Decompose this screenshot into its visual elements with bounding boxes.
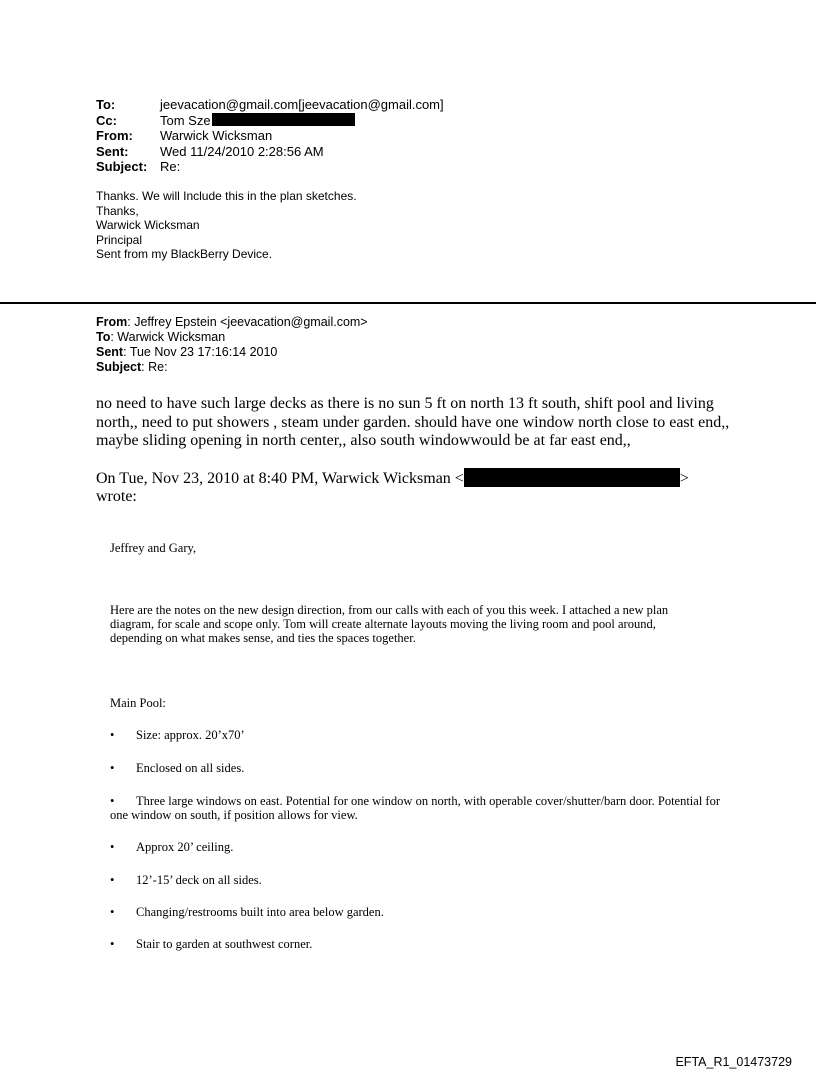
email-header-2	[96, 315, 368, 375]
list-item-text: Size: approx. 20’x70’	[136, 728, 245, 742]
sent-row	[96, 144, 444, 160]
reply-line: Sent from my BlackBerry Device.	[96, 247, 273, 261]
bullet-marker: •	[110, 794, 115, 808]
list-item	[110, 937, 312, 951]
sent-row-2	[96, 345, 368, 360]
quoted-notes: Here are the notes on the new design direction, from our calls with each of you this week. I attached a new plan diagram, for scale and scope only. Tom will create alternate layouts moving the living room and pool around, depending on what makes sense, and ties the spaces together.	[110, 603, 669, 645]
cc-label: Cc:	[96, 112, 117, 128]
subject-label-2: Subject	[96, 360, 142, 374]
sent-value: Wed 11/24/2010 2:28:56 AM	[160, 143, 324, 159]
subject-row	[96, 159, 444, 175]
to-row-2	[96, 330, 368, 345]
bullet-marker: •	[110, 873, 115, 887]
quote-intro-start: On Tue, Nov 23, 2010 at 8:40 PM, Warwick Wicksman <	[96, 470, 464, 487]
bullet-marker: •	[110, 905, 115, 919]
divider	[0, 302, 816, 304]
subject-row-2	[96, 360, 368, 375]
cc-row	[96, 113, 444, 129]
list-item-text: Approx 20’ ceiling.	[136, 840, 234, 854]
list-item	[110, 761, 244, 775]
document-id: EFTA_R1_01473729	[675, 1055, 792, 1069]
reply-line: Warwick Wicksman	[96, 218, 200, 232]
bullet-marker: •	[110, 840, 115, 854]
reply-line: Thanks,	[96, 203, 139, 218]
list-item	[110, 905, 384, 919]
bullet-marker: •	[110, 728, 115, 742]
cc-value: Tom Sze	[160, 112, 211, 128]
sent-label: Sent:	[96, 143, 129, 159]
to-value-2: : Warwick Wicksman	[110, 330, 226, 344]
from-label-2: From	[96, 315, 128, 329]
list-item-text: Stair to garden at southwest corner.	[136, 937, 313, 951]
list-item	[110, 840, 233, 854]
subject-label: Subject:	[96, 159, 148, 174]
from-value: Warwick Wicksman	[160, 128, 273, 143]
subject-value-2: : Re:	[141, 360, 168, 374]
subject-value: Re:	[160, 159, 181, 174]
quote-intro	[96, 468, 736, 506]
from-row	[96, 128, 444, 144]
list-item-text: Three large windows on east. Potential for one window on north, with operable cover/shutter/barn door. Potential for one window on south, if position allows for view.	[110, 794, 721, 822]
list-item-text: Enclosed on all sides.	[136, 761, 245, 775]
sent-label-2: Sent	[96, 345, 124, 359]
quote-wrote: wrote:	[96, 488, 137, 505]
quote-intro-end: >	[679, 470, 689, 487]
bullet-marker: •	[110, 937, 115, 951]
list-item	[110, 794, 730, 822]
reply-body	[96, 189, 357, 262]
section-title: Main Pool:	[110, 696, 166, 710]
from-label: From:	[96, 128, 133, 143]
list-item	[110, 728, 245, 742]
to-value: jeevacation@gmail.com[jeevacation@gmail.com]	[160, 97, 444, 112]
bullet-marker: •	[110, 761, 115, 775]
redaction-block	[464, 468, 680, 487]
quoted-greeting: Jeffrey and Gary,	[110, 541, 197, 555]
list-item	[110, 873, 262, 887]
from-row-2	[96, 315, 368, 330]
to-label-2: To	[96, 330, 111, 344]
from-value-2: : Jeffrey Epstein <jeevacation@gmail.com>	[127, 315, 368, 329]
redaction-block	[212, 113, 355, 126]
to-row	[96, 97, 444, 113]
reply-line: Thanks. We will Include this in the plan sketches.	[96, 189, 357, 203]
to-label: To:	[96, 97, 116, 112]
list-item-text: Changing/restrooms built into area below garden.	[136, 905, 384, 919]
list-item-text: 12’-15’ deck on all sides.	[136, 873, 262, 887]
reply-line: Principal	[96, 232, 143, 247]
message-body: no need to have such large decks as there is no sun 5 ft on north 13 ft south, shift pool and living north,, need to put showers , steam under garden. should have one window north close to east end,, maybe sliding opening in north center,, also south windowwould be at far east end,,	[96, 395, 730, 449]
email-header-1	[96, 97, 444, 175]
sent-value-2: : Tue Nov 23 17:16:14 2010	[123, 345, 278, 359]
